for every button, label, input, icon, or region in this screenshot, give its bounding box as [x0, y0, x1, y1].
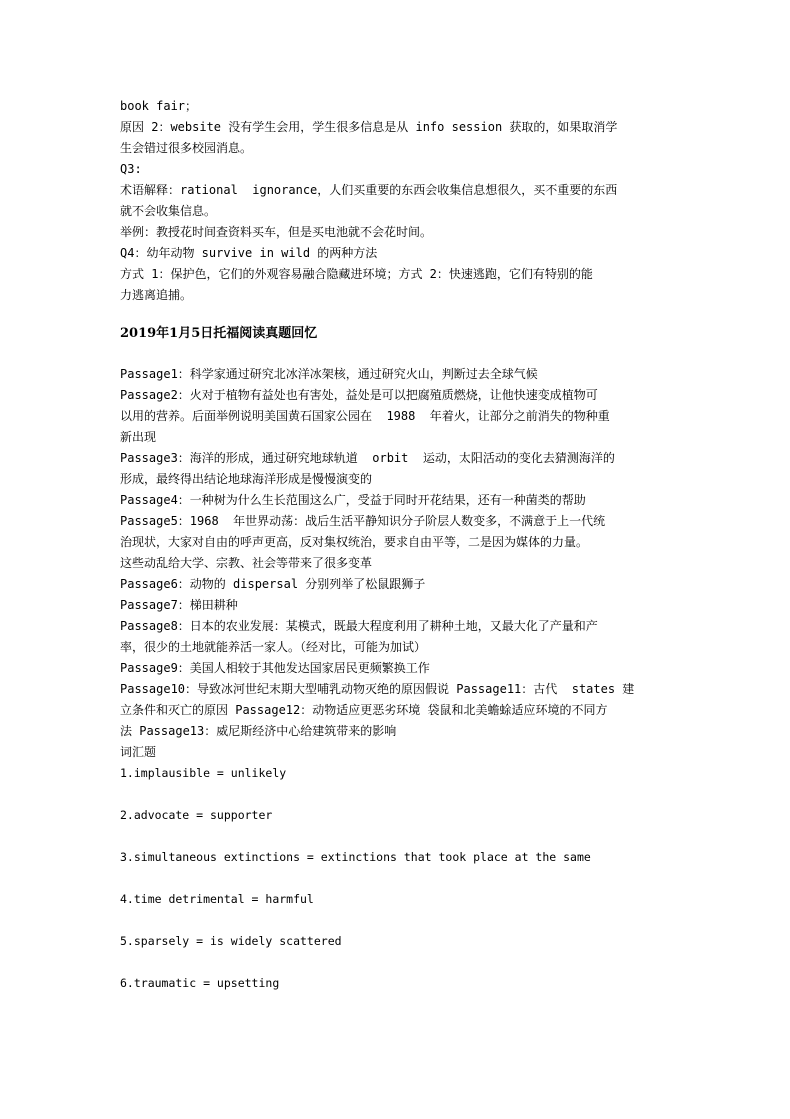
text-line: 术语解释：rational ignorance，人们买重要的东西会收集信息想很久，买不重要的东西 [120, 183, 618, 197]
text-line: 这些动乱给大学、宗教、社会等带来了很多变革 [120, 556, 373, 570]
vocab-item: 5.sparsely = is widely scattered [120, 934, 342, 948]
text-line: 新出现 [120, 430, 157, 444]
intro-section [120, 96, 680, 306]
vocab-item: 3.simultaneous extinctions = extinctions that took place at the same [120, 850, 591, 864]
text-line: 以用的营养。后面举例说明美国黄石国家公园在 1988 年着火，让部分之前消失的物种重 [120, 409, 610, 423]
blank-line [120, 952, 680, 973]
text-line: Passage1：科学家通过研究北冰洋冰架核，通过研究火山，判断过去全球气候 [120, 367, 538, 381]
text-line: 率，很少的土地就能养活一家人。（经对比，可能为加试） [120, 640, 427, 654]
vocab-item: 4.time detrimental = harmful [120, 892, 314, 906]
blank-line [120, 784, 680, 805]
text-line: 法 Passage13：威尼斯经济中心给建筑带来的影响 [120, 724, 397, 738]
passage-section [120, 364, 680, 763]
text-line: Passage4：一种树为什么生长范围这么广，受益于同时开花结果，还有一种菌类的帮助 [120, 493, 586, 507]
text-line: 形成，最终得出结论地球海洋形成是慢慢演变的 [120, 472, 373, 486]
text-line: 立条件和灭亡的原因 Passage12：动物适应更恶劣环境 袋鼠和北美蟾蜍适应环境的不同方 [120, 703, 608, 717]
text-line: 力逃离追捕。 [120, 288, 193, 302]
document-body [120, 96, 680, 994]
text-line: 就不会收集信息。 [120, 204, 217, 218]
text-line: Passage8：日本的农业发展：某模式，既最大程度利用了耕种土地，又最大化了产量和产 [120, 619, 598, 633]
blank-line [120, 868, 680, 889]
blank-line [120, 826, 680, 847]
text-line: Q4：幼年动物 survive in wild 的两种方法 [120, 246, 378, 260]
text-line: Passage2：火对于植物有益处也有害处，益处是可以把腐殖质燃烧，让他快速变成植物可 [120, 388, 598, 402]
blank-line [120, 910, 680, 931]
vocab-item: 6.traumatic = upsetting [120, 976, 280, 990]
text-line: 生会错过很多校园消息。 [120, 141, 253, 155]
text-line: Passage10：导致冰河世纪末期大型哺乳动物灭绝的原因假说 Passage11：古代 states 建 [120, 682, 635, 696]
text-line: book fair； [120, 99, 198, 113]
text-line: Passage9：美国人相较于其他发达国家居民更频繁换工作 [120, 661, 430, 675]
section-title: 2019年1月5日托福阅读真题回忆 [120, 326, 318, 341]
text-line: 方式 1：保护色，它们的外观容易融合隐藏进环境；方式 2：快速逃跑，它们有特别的能 [120, 267, 593, 281]
text-line: 原因 2：website 没有学生会用，学生很多信息是从 info session 获取的，如果取消学 [120, 120, 618, 134]
vocab-section [120, 763, 680, 994]
vocab-heading: 词汇题 [120, 745, 157, 759]
text-line: Passage5：1968 年世界动荡：战后生活平静知识分子阶层人数变多，不满意于上一代统 [120, 514, 606, 528]
text-line: Passage6：动物的 dispersal 分别列举了松鼠跟狮子 [120, 577, 426, 591]
vocab-item: 1.implausible = unlikely [120, 766, 287, 780]
text-line: Passage7：梯田耕种 [120, 598, 238, 612]
vocab-item: 2.advocate = supporter [120, 808, 273, 822]
text-line: 举例：教授花时间查资料买车，但是买电池就不会花时间。 [120, 225, 433, 239]
text-line: Q3: [120, 162, 142, 176]
text-line: 治现状，大家对自由的呼声更高，反对集权统治，要求自由平等，二是因为媒体的力量。 [120, 535, 589, 549]
text-line: Passage3：海洋的形成，通过研究地球轨道 orbit 运动，太阳活动的变化去猜测海洋的 [120, 451, 615, 465]
